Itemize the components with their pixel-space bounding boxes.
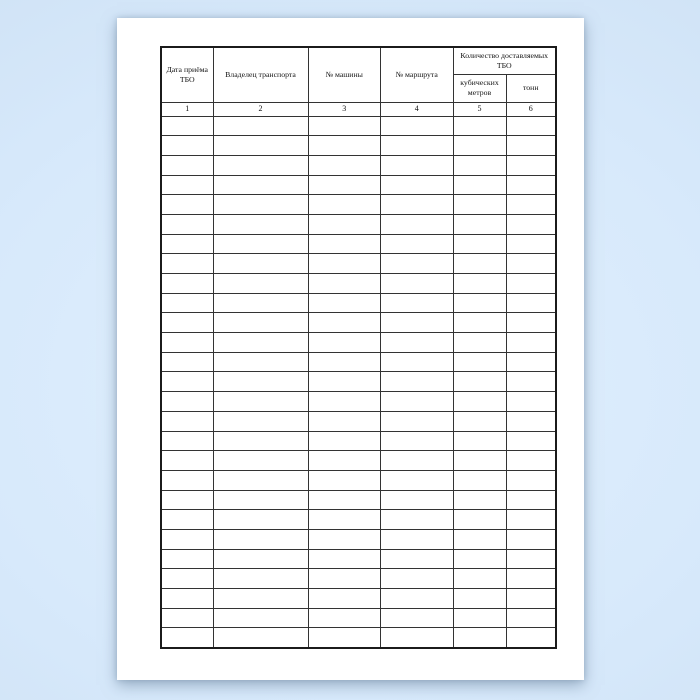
empty-cell (161, 431, 213, 451)
empty-row (161, 589, 556, 609)
empty-cell (453, 136, 506, 156)
empty-cell (161, 155, 213, 175)
empty-row (161, 431, 556, 451)
empty-cell (308, 116, 381, 136)
empty-cell (453, 549, 506, 569)
empty-cell (213, 490, 308, 510)
empty-cell (506, 195, 556, 215)
empty-cell (453, 372, 506, 392)
empty-cell (213, 372, 308, 392)
empty-cell (308, 608, 381, 628)
empty-cell (308, 569, 381, 589)
empty-cell (453, 175, 506, 195)
empty-cell (506, 136, 556, 156)
empty-cell (381, 411, 454, 431)
column-number-5: 5 (453, 102, 506, 116)
empty-cell (161, 392, 213, 412)
empty-cell (213, 352, 308, 372)
empty-cell (308, 451, 381, 471)
empty-cell (381, 214, 454, 234)
empty-row (161, 352, 556, 372)
column-number-6: 6 (506, 102, 556, 116)
empty-cell (308, 392, 381, 412)
empty-cell (381, 234, 454, 254)
empty-cell (213, 136, 308, 156)
empty-row (161, 510, 556, 530)
empty-row (161, 608, 556, 628)
empty-cell (161, 529, 213, 549)
empty-cell (506, 628, 556, 648)
empty-cell (308, 431, 381, 451)
empty-cell (213, 254, 308, 274)
empty-cell (506, 254, 556, 274)
header-transport-owner: Владелец транспорта (213, 47, 308, 102)
empty-cell (161, 214, 213, 234)
empty-row (161, 136, 556, 156)
empty-cell (213, 155, 308, 175)
header-tons: тонн (506, 74, 556, 102)
empty-cell (161, 352, 213, 372)
empty-cell (308, 293, 381, 313)
empty-row (161, 529, 556, 549)
empty-cell (381, 451, 454, 471)
empty-cell (453, 116, 506, 136)
empty-row (161, 254, 556, 274)
empty-cell (213, 313, 308, 333)
header-row-top (161, 47, 556, 74)
empty-row (161, 490, 556, 510)
empty-row (161, 628, 556, 648)
empty-cell (506, 372, 556, 392)
empty-cell (453, 431, 506, 451)
empty-cell (308, 529, 381, 549)
empty-cell (161, 234, 213, 254)
empty-cell (308, 313, 381, 333)
empty-cell (453, 155, 506, 175)
empty-cell (213, 628, 308, 648)
empty-cell (213, 589, 308, 609)
empty-row (161, 549, 556, 569)
empty-cell (213, 529, 308, 549)
empty-row (161, 274, 556, 294)
empty-cell (453, 451, 506, 471)
empty-cell (453, 589, 506, 609)
empty-row (161, 116, 556, 136)
empty-cell (453, 392, 506, 412)
empty-cell (506, 313, 556, 333)
empty-cell (213, 116, 308, 136)
empty-row (161, 195, 556, 215)
empty-row (161, 293, 556, 313)
column-number-4: 4 (381, 102, 454, 116)
empty-cell (213, 549, 308, 569)
empty-cell (308, 470, 381, 490)
header-quantity-group: Количество доставляемых ТБО (453, 47, 556, 74)
empty-cell (506, 549, 556, 569)
empty-cell (453, 214, 506, 234)
table-body (161, 116, 556, 648)
empty-cell (381, 372, 454, 392)
empty-cell (506, 490, 556, 510)
empty-cell (453, 274, 506, 294)
empty-cell (308, 490, 381, 510)
empty-cell (381, 293, 454, 313)
empty-cell (381, 195, 454, 215)
empty-cell (308, 254, 381, 274)
empty-cell (161, 372, 213, 392)
header-date: Дата приёма ТБО (161, 47, 213, 102)
empty-cell (161, 136, 213, 156)
empty-row (161, 411, 556, 431)
column-number-2: 2 (213, 102, 308, 116)
empty-cell (381, 529, 454, 549)
empty-cell (506, 510, 556, 530)
empty-cell (213, 274, 308, 294)
empty-cell (161, 490, 213, 510)
empty-cell (506, 608, 556, 628)
empty-cell (381, 313, 454, 333)
empty-row (161, 372, 556, 392)
empty-cell (381, 608, 454, 628)
empty-cell (161, 589, 213, 609)
empty-cell (308, 549, 381, 569)
empty-cell (506, 569, 556, 589)
empty-cell (161, 608, 213, 628)
empty-cell (213, 470, 308, 490)
column-number-1: 1 (161, 102, 213, 116)
empty-cell (308, 628, 381, 648)
empty-cell (161, 195, 213, 215)
empty-cell (213, 234, 308, 254)
empty-cell (213, 451, 308, 471)
empty-cell (453, 490, 506, 510)
empty-cell (308, 589, 381, 609)
empty-cell (161, 175, 213, 195)
empty-cell (506, 293, 556, 313)
empty-cell (453, 529, 506, 549)
empty-cell (506, 589, 556, 609)
empty-cell (213, 510, 308, 530)
empty-cell (308, 214, 381, 234)
empty-cell (161, 569, 213, 589)
empty-cell (213, 214, 308, 234)
empty-cell (308, 333, 381, 353)
empty-row (161, 155, 556, 175)
empty-cell (161, 470, 213, 490)
column-number-3: 3 (308, 102, 381, 116)
empty-cell (453, 234, 506, 254)
empty-cell (381, 392, 454, 412)
empty-cell (506, 451, 556, 471)
empty-cell (308, 136, 381, 156)
empty-row (161, 313, 556, 333)
empty-cell (161, 116, 213, 136)
empty-row (161, 470, 556, 490)
header-vehicle-number: № машины (308, 47, 381, 102)
empty-cell (506, 352, 556, 372)
empty-cell (381, 549, 454, 569)
empty-cell (213, 608, 308, 628)
empty-cell (453, 333, 506, 353)
empty-cell (381, 333, 454, 353)
empty-cell (381, 569, 454, 589)
empty-cell (381, 274, 454, 294)
empty-cell (506, 470, 556, 490)
empty-cell (506, 214, 556, 234)
empty-cell (308, 411, 381, 431)
empty-cell (506, 175, 556, 195)
empty-cell (506, 274, 556, 294)
empty-row (161, 234, 556, 254)
empty-cell (161, 510, 213, 530)
empty-cell (381, 116, 454, 136)
empty-cell (506, 529, 556, 549)
header-cubic-meters: кубических метров (453, 74, 506, 102)
empty-cell (506, 411, 556, 431)
empty-cell (161, 333, 213, 353)
empty-cell (213, 333, 308, 353)
empty-cell (213, 431, 308, 451)
empty-cell (381, 510, 454, 530)
empty-cell (453, 195, 506, 215)
empty-row (161, 214, 556, 234)
empty-cell (381, 175, 454, 195)
empty-cell (308, 234, 381, 254)
empty-cell (161, 451, 213, 471)
empty-cell (308, 175, 381, 195)
empty-cell (161, 411, 213, 431)
empty-cell (381, 589, 454, 609)
empty-cell (506, 392, 556, 412)
empty-cell (453, 608, 506, 628)
empty-cell (161, 293, 213, 313)
empty-cell (161, 274, 213, 294)
empty-cell (381, 254, 454, 274)
empty-row (161, 569, 556, 589)
header-route-number: № маршрута (381, 47, 454, 102)
empty-cell (453, 628, 506, 648)
empty-cell (308, 274, 381, 294)
empty-cell (213, 195, 308, 215)
empty-cell (213, 293, 308, 313)
empty-cell (453, 313, 506, 333)
empty-cell (453, 470, 506, 490)
empty-cell (308, 510, 381, 530)
document-page (117, 18, 584, 680)
empty-cell (453, 411, 506, 431)
empty-cell (213, 175, 308, 195)
empty-row (161, 175, 556, 195)
table-header (161, 47, 556, 116)
empty-cell (453, 352, 506, 372)
empty-cell (453, 254, 506, 274)
empty-cell (506, 116, 556, 136)
empty-cell (453, 293, 506, 313)
empty-cell (506, 431, 556, 451)
empty-cell (161, 254, 213, 274)
empty-cell (213, 569, 308, 589)
empty-cell (381, 431, 454, 451)
empty-cell (308, 352, 381, 372)
column-number-row (161, 102, 556, 116)
empty-row (161, 333, 556, 353)
empty-cell (213, 411, 308, 431)
empty-cell (381, 490, 454, 510)
empty-cell (506, 155, 556, 175)
empty-row (161, 392, 556, 412)
empty-cell (381, 136, 454, 156)
empty-cell (506, 234, 556, 254)
empty-cell (161, 628, 213, 648)
empty-cell (308, 372, 381, 392)
empty-cell (453, 569, 506, 589)
empty-cell (506, 333, 556, 353)
empty-cell (381, 470, 454, 490)
empty-cell (308, 155, 381, 175)
empty-cell (161, 549, 213, 569)
empty-cell (161, 313, 213, 333)
empty-cell (213, 392, 308, 412)
empty-cell (381, 352, 454, 372)
empty-cell (308, 195, 381, 215)
tbo-journal-table (160, 46, 557, 649)
empty-cell (453, 510, 506, 530)
empty-cell (381, 155, 454, 175)
empty-cell (381, 628, 454, 648)
empty-row (161, 451, 556, 471)
